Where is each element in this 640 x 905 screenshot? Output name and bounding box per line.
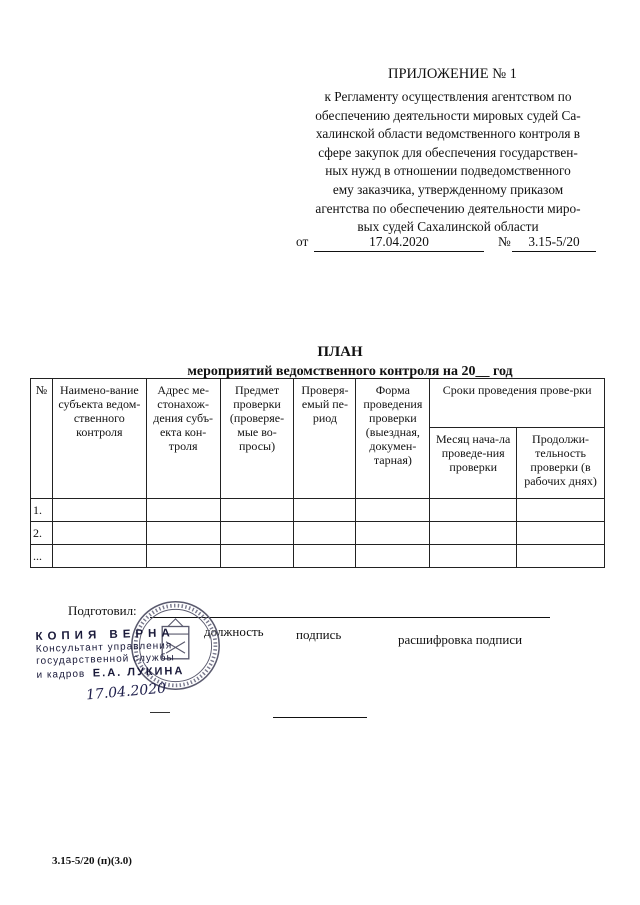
cell bbox=[356, 545, 430, 568]
handwritten-date: 17.04.2020 bbox=[85, 680, 167, 704]
header-terms: Сроки проведения прове-рки bbox=[430, 379, 605, 428]
cell bbox=[356, 522, 430, 545]
number-prefix: № bbox=[498, 234, 511, 249]
cell bbox=[356, 499, 430, 522]
copy-stamp-department: государственной службы bbox=[36, 652, 175, 667]
copy-stamp-name: Е.А. ЛУКИНА bbox=[92, 664, 185, 679]
header-period: Проверя-емый пе-риод bbox=[294, 379, 356, 499]
copy-certified-stamp bbox=[35, 627, 184, 682]
decode-caption: расшифровка подписи bbox=[398, 632, 523, 647]
cell bbox=[146, 499, 220, 522]
row-number: ... bbox=[31, 545, 53, 568]
row-number: 2. bbox=[31, 522, 53, 545]
header-subject-matter: Предмет проверки (проверяе-мые во-просы) bbox=[220, 379, 294, 499]
header-address: Адрес ме-стонахож-дения субъ-екта кон-троля bbox=[146, 379, 220, 499]
cell bbox=[430, 545, 517, 568]
cell bbox=[294, 522, 356, 545]
cell bbox=[52, 522, 146, 545]
header-duration: Продолжи-тельность проверки (в рабочих днях) bbox=[517, 428, 605, 499]
cell bbox=[430, 522, 517, 545]
cell bbox=[52, 499, 146, 522]
cell bbox=[294, 545, 356, 568]
regulation-line: халинской области ведомственного контроля в bbox=[315, 126, 581, 142]
plan-title: ПЛАН bbox=[317, 344, 363, 360]
cell bbox=[294, 499, 356, 522]
cell bbox=[517, 522, 605, 545]
appendix-title-text: ПРИЛОЖЕНИЕ № 1 bbox=[388, 66, 517, 82]
regulation-line: агентства по обеспечению деятельности миро- bbox=[315, 200, 581, 216]
row-number: 1. bbox=[31, 499, 53, 522]
cell bbox=[220, 522, 294, 545]
regulation-line: сфере закупок для обеспечения государствен- bbox=[318, 144, 578, 160]
order-number: 3.15-5/20 bbox=[512, 234, 596, 252]
order-date-line bbox=[296, 234, 606, 254]
cell bbox=[517, 499, 605, 522]
copy-stamp-department-2: и кадров bbox=[36, 668, 86, 681]
cell bbox=[146, 522, 220, 545]
handwritten-underline bbox=[150, 712, 170, 713]
regulation-line: обеспечению деятельности мировых судей Са- bbox=[315, 107, 581, 123]
cell bbox=[220, 499, 294, 522]
document-footer-code: 3.15-5/20 (п)(3.0) bbox=[52, 855, 132, 867]
prepared-by-label: Подготовил: bbox=[68, 603, 137, 618]
header-subject: Наимено-вание субъекта ведом-ственного контроля bbox=[52, 379, 146, 499]
separator-line bbox=[273, 717, 367, 718]
copy-stamp-position: Консультант управления bbox=[35, 639, 173, 655]
regulation-line: к Регламенту осуществления агентством по bbox=[324, 89, 572, 104]
regulation-line: вых судей Сахалинской области bbox=[357, 219, 539, 235]
table-row bbox=[31, 545, 605, 568]
regulation-line: ных нужд в отношении подведомственного bbox=[325, 163, 571, 179]
order-date: 17.04.2020 bbox=[314, 234, 484, 252]
header-month: Месяц нача-ла проведе-ния проверки bbox=[430, 428, 517, 499]
table-row bbox=[31, 522, 605, 545]
cell bbox=[430, 499, 517, 522]
date-prefix: от bbox=[296, 234, 309, 249]
cell bbox=[52, 545, 146, 568]
regulation-line: ему заказчика, утвержденному приказом bbox=[332, 181, 564, 197]
plan-subtitle: мероприятий ведомственного контроля на 20__ год bbox=[187, 364, 513, 379]
table-row bbox=[31, 499, 605, 522]
header-form: Форма проведения проверки (выездная, докумен-тарная) bbox=[356, 379, 430, 499]
position-caption: должность bbox=[204, 624, 264, 639]
cell bbox=[220, 545, 294, 568]
copy-stamp-title: КОПИЯ ВЕРНА bbox=[35, 627, 175, 643]
cell bbox=[517, 545, 605, 568]
plan-table bbox=[30, 378, 605, 568]
cell bbox=[146, 545, 220, 568]
sign-caption: подпись bbox=[296, 627, 342, 642]
regulation-reference bbox=[288, 88, 608, 237]
header-number: № bbox=[31, 379, 53, 499]
